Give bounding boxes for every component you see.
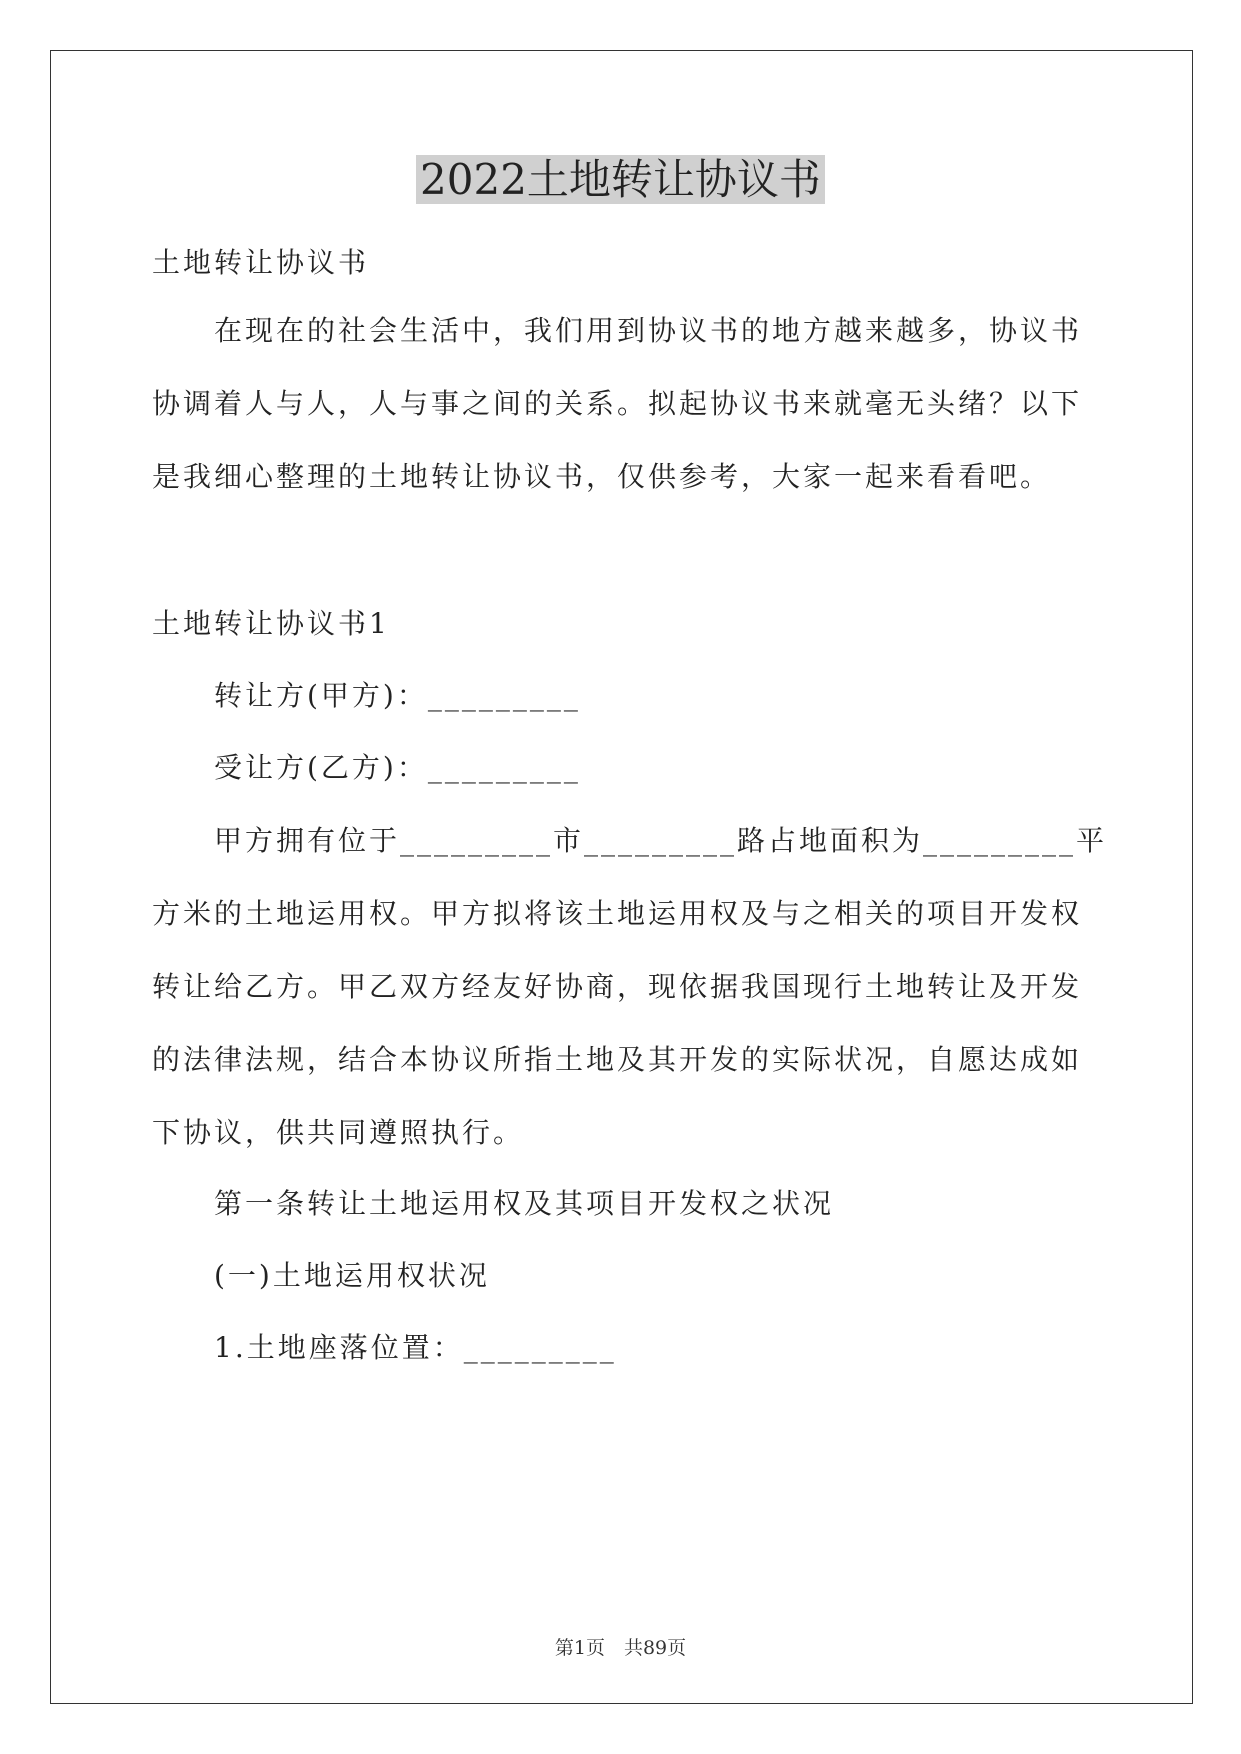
subsection-heading: (一)土地运用权状况 (214, 1259, 490, 1292)
page-number: 第1页 共89页 (554, 1637, 687, 1659)
paragraph-line: 转让给乙方。甲乙双方经友好协商，现依据我国现行土地转让及开发 (152, 970, 1083, 1003)
paragraph-line: 下协议，供共同遵照执行。 (152, 1116, 525, 1149)
party-b-field: 受让方(乙方)：_________ (214, 751, 581, 784)
paragraph-line: 方米的土地运用权。甲方拟将该土地运用权及与之相关的项目开发权 (152, 897, 1083, 930)
paragraph-line: 的法律法规，结合本协议所指土地及其开发的实际状况，自愿达成如 (152, 1043, 1083, 1076)
paragraph-line: 是我细心整理的土地转让协议书，仅供参考，大家一起来看看吧。 (152, 460, 1052, 493)
paragraph-line: 协调着人与人，人与事之间的关系。拟起协议书来就毫无头绪？以下 (152, 387, 1083, 420)
page-border (50, 50, 1193, 1704)
section-heading: 土地转让协议书 (152, 246, 370, 279)
paragraph-line: 甲方拥有位于_________市_________路占地面积为_________平 (214, 824, 1108, 857)
article-heading: 第一条转让土地运用权及其项目开发权之状况 (214, 1187, 835, 1220)
document-title: 2022土地转让协议书 (0, 153, 1241, 207)
paragraph-line: 在现在的社会生活中，我们用到协议书的地方越来越多，协议书 (214, 314, 1083, 347)
section-heading: 土地转让协议书1 (152, 607, 390, 640)
party-a-field: 转让方(甲方)：_________ (214, 679, 581, 712)
land-location-field: 1.土地座落位置：_________ (214, 1331, 617, 1364)
